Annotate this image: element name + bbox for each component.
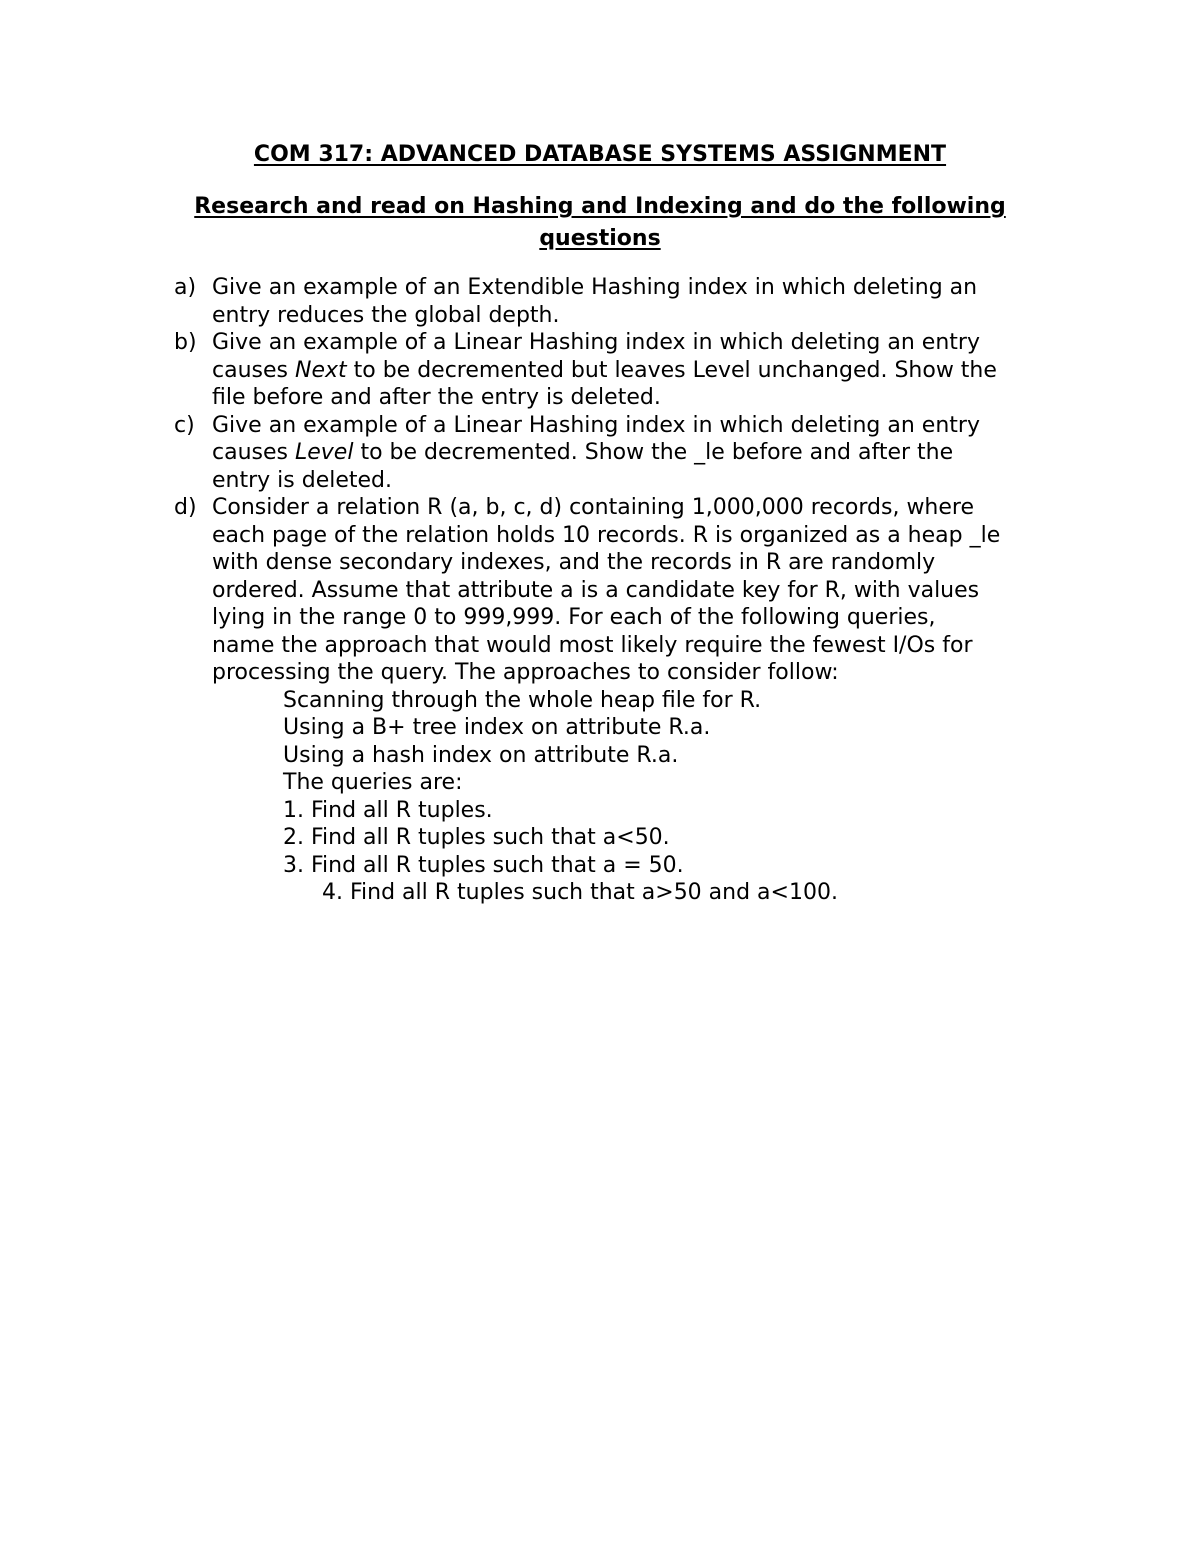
text-run: causes [212,357,295,383]
question-a [174,274,1074,329]
question-text-line [212,439,1074,467]
question-b [174,329,1074,412]
document-title: COM 317: ADVANCED DATABASE SYSTEMS ASSIGNMENT [253,142,947,167]
question-text-line: file before and after the entry is deleted. [212,385,661,410]
question-text-line: entry is deleted. [212,467,392,493]
query-item: 3. Find all R tuples such that a = 50. [283,852,684,878]
question-text-line [212,357,1074,385]
approach-item: Using a B+ tree index on attribute R.a. [283,715,711,740]
question-text-line: Consider a relation R (a, b, c, d) containing 1,000,000 records, where [212,495,975,520]
question-marker: d) [174,495,197,520]
question-text-line: processing the query. The approaches to consider follow: [212,660,839,685]
approach-item: Using a hash index on attribute R.a. [283,742,679,768]
query-item: 4. Find all R tuples such that a>50 and a<100. [322,880,838,905]
text-run: to be decremented but leaves Level unchanged. Show the [346,357,997,383]
text-run: causes [212,440,295,465]
question-d [174,494,1074,907]
question-marker: c) [174,412,195,438]
text-run: to be decremented. Show the _le before and after the [353,440,954,465]
question-text-line: ordered. Assume that attribute a is a candidate key for R, with values [212,577,980,603]
document-subtitle: Research and read on Hashing and Indexing and do the following questions [194,194,1006,251]
question-text-line: Give an example of a Linear Hashing index in which deleting an entry [212,330,980,355]
emphasis-term: Level [294,440,354,465]
question-text-line: each page of the relation holds 10 records. R is organized as a heap _le [212,522,1001,548]
question-marker: b) [174,330,197,355]
queries-intro: The queries are: [283,770,463,795]
query-item: 1. Find all R tuples. [283,797,493,823]
approach-item: Scanning through the whole heap file for R. [283,687,762,713]
question-text-line: with dense secondary indexes, and the records in R are randomly [212,550,936,575]
emphasis-term: Next [294,357,347,383]
question-text-line: lying in the range 0 to 999,999. For each of the following queries, [212,605,936,630]
question-text-line: name the approach that would most likely require the fewest I/Os for [212,632,973,658]
question-c [174,412,1074,495]
question-text-line: Give an example of a Linear Hashing index in which deleting an entry [212,412,980,438]
question-list [174,274,1074,907]
question-marker: a) [174,275,197,300]
question-text-line: entry reduces the global depth. [212,302,560,328]
query-item: 2. Find all R tuples such that a<50. [283,825,670,850]
question-text-line: Give an example of an Extendible Hashing index in which deleting an [212,275,978,300]
